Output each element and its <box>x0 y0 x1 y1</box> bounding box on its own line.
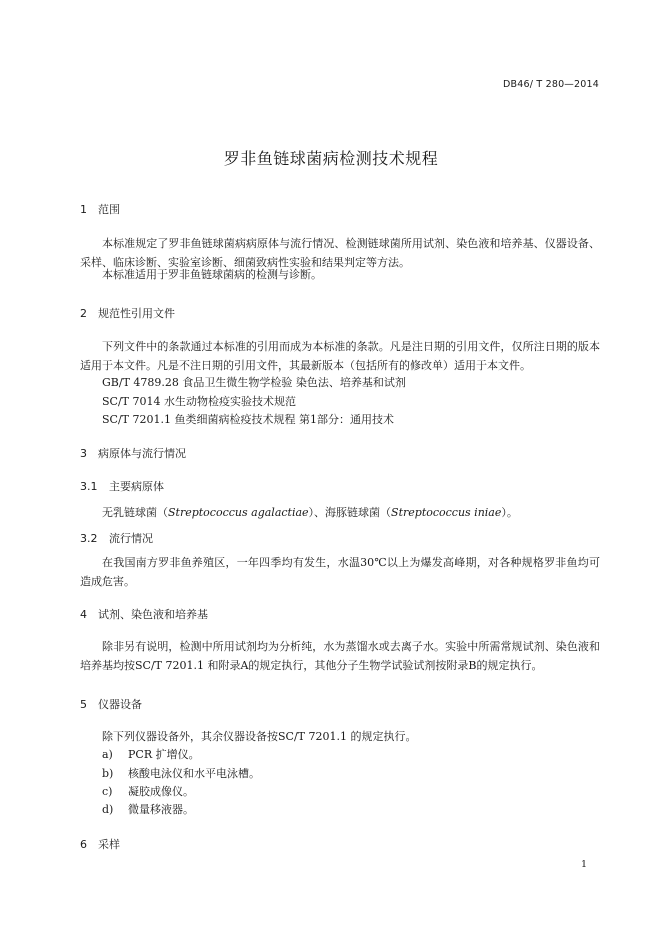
paragraph: 除下列仪器设备外，其余仪器设备按SC/T 7201.1 的规定执行。 <box>102 730 417 743</box>
text-fragment: 无乳链球菌（ <box>102 506 168 519</box>
section-number: 2 <box>80 307 87 320</box>
section-heading-normative-references <box>80 305 175 321</box>
section-heading-sampling <box>80 836 120 852</box>
paragraph: 在我国南方罗非鱼养殖区，一年四季均有发生，水温30℃以上为爆发高峰期，对各种规格罗非鱼均可造成危害。 <box>80 556 600 588</box>
paragraph: 除非另有说明，检测中所用试剂均为分析纯，水为蒸馏水或去离子水。实验中所需常规试剂、染色液和培养基均按SC/T 7201.1 和附录A的规定执行，其他分子生物学试验试剂按附录B的规定执行。 <box>80 640 600 672</box>
document-number: DB46/ T 280—2014 <box>503 79 599 90</box>
section-number: 5 <box>80 698 87 711</box>
list-item <box>102 801 194 817</box>
section-title: 病原体与流行情况 <box>98 447 186 460</box>
section-title: 主要病原体 <box>109 480 164 493</box>
list-item-text: 核酸电泳仪和水平电泳槽。 <box>128 767 260 780</box>
paragraph: 本标准规定了罗非鱼链球菌病病原体与流行情况、检测链球菌所用试剂、染色液和培养基、仪器设备、采样、临床诊断、实验室诊断、细菌致病性实验和结果判定等方法。 <box>80 237 600 269</box>
section-title: 采样 <box>98 838 120 851</box>
section-number: 3.1 <box>80 480 98 493</box>
section-heading-reagents <box>80 606 208 622</box>
reference-item: GB/T 4789.28 食品卫生微生物学检验 染色法、培养基和试剂 <box>102 376 406 389</box>
list-item-text: 微量移液器。 <box>128 803 194 816</box>
list-marker: b) <box>102 767 114 780</box>
section-number: 3.2 <box>80 532 98 545</box>
section-title: 范围 <box>98 203 120 216</box>
list-marker: a) <box>102 748 113 761</box>
list-item <box>102 746 200 762</box>
subsection-heading-main-pathogen <box>80 478 164 494</box>
species-name: Streptococcus agalactiae <box>168 506 309 519</box>
section-title: 规范性引用文件 <box>98 307 175 320</box>
paragraph: 本标准适用于罗非鱼链球菌病的检测与诊断。 <box>102 268 322 281</box>
reference-item: SC/T 7014 水生动物检疫实验技术规范 <box>102 395 296 408</box>
section-number: 6 <box>80 838 87 851</box>
species-name: Streptococcus iniae <box>391 506 502 519</box>
list-item <box>102 765 260 781</box>
section-number: 4 <box>80 608 87 621</box>
text-fragment: ）。 <box>501 506 518 519</box>
section-heading-pathogen <box>80 445 186 461</box>
section-title: 仪器设备 <box>98 698 142 711</box>
paragraph: 下列文件中的条款通过本标准的引用而成为本标准的条款。凡是注日期的引用文件，仅所注日期的版本适用于本文件。凡是不注日期的引用文件，其最新版本（包括所有的修改单）适用于本文件。 <box>80 340 600 372</box>
list-item <box>102 783 194 799</box>
page-number: 1 <box>580 859 587 870</box>
section-title: 试剂、染色液和培养基 <box>98 608 208 621</box>
list-item-text: PCR 扩增仪。 <box>128 748 200 761</box>
section-number: 1 <box>80 203 87 216</box>
section-number: 3 <box>80 447 87 460</box>
list-marker: d) <box>102 803 114 816</box>
section-heading-scope <box>80 201 120 217</box>
section-heading-equipment <box>80 696 142 712</box>
list-marker: c) <box>102 785 113 798</box>
reference-item: SC/T 7201.1 鱼类细菌病检疫技术规程 第1部分：通用技术 <box>102 413 394 426</box>
pathogen-species-line <box>102 504 518 520</box>
list-item-text: 凝胶成像仪。 <box>128 785 194 798</box>
document-title: 罗非鱼链球菌病检测技术规程 <box>223 149 439 168</box>
subsection-heading-epidemiology <box>80 530 153 546</box>
text-fragment: ）、海豚链球菌（ <box>308 506 392 519</box>
section-title: 流行情况 <box>109 532 153 545</box>
